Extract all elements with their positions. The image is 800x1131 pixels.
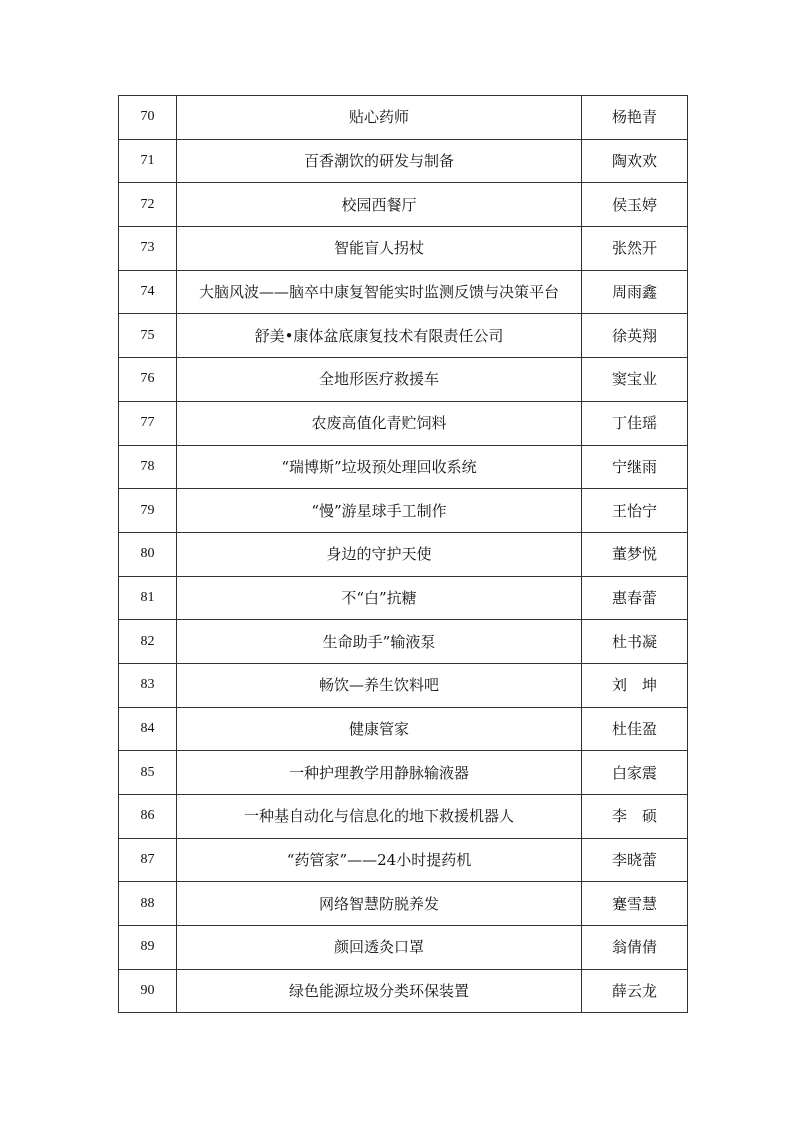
row-number-cell: 83 xyxy=(119,663,177,707)
table-row xyxy=(119,183,688,227)
project-name-cell: 颜回透灸口罩 xyxy=(177,926,582,970)
row-number-cell: 74 xyxy=(119,270,177,314)
row-number-cell: 70 xyxy=(119,96,177,140)
project-name-cell: “药管家”——24小时提药机 xyxy=(177,838,582,882)
person-name-cell: 李晓蕾 xyxy=(582,838,688,882)
project-name-cell: 畅饮—养生饮料吧 xyxy=(177,663,582,707)
person-name-cell: 窦宝业 xyxy=(582,358,688,402)
table-row xyxy=(119,707,688,751)
person-name-cell: 白家震 xyxy=(582,751,688,795)
project-name-cell: 舒美•康体盆底康复技术有限责任公司 xyxy=(177,314,582,358)
project-name-cell: 生命助手”输液泵 xyxy=(177,620,582,664)
person-name-cell: 丁佳瑶 xyxy=(582,401,688,445)
project-name-cell: 全地形医疗救援车 xyxy=(177,358,582,402)
row-number-cell: 82 xyxy=(119,620,177,664)
person-name-cell: 翁倩倩 xyxy=(582,926,688,970)
project-name-cell: 不“白”抗糖 xyxy=(177,576,582,620)
table-body xyxy=(119,96,688,1013)
row-number-cell: 76 xyxy=(119,358,177,402)
person-name-cell: 宁继雨 xyxy=(582,445,688,489)
row-number-cell: 73 xyxy=(119,227,177,271)
project-name-cell: 绿色能源垃圾分类环保装置 xyxy=(177,969,582,1013)
project-name-cell: 大脑风波——脑卒中康复智能实时监测反馈与决策平台 xyxy=(177,270,582,314)
person-name-cell: 刘 坤 xyxy=(582,663,688,707)
person-name-cell: 周雨鑫 xyxy=(582,270,688,314)
table-row xyxy=(119,620,688,664)
project-name-cell: 校园西餐厅 xyxy=(177,183,582,227)
row-number-cell: 87 xyxy=(119,838,177,882)
person-name-cell: 陶欢欢 xyxy=(582,139,688,183)
project-name-cell: “慢”游星球手工制作 xyxy=(177,489,582,533)
project-name-cell: 智能盲人拐杖 xyxy=(177,227,582,271)
person-name-cell: 王怡宁 xyxy=(582,489,688,533)
table-row xyxy=(119,751,688,795)
project-name-cell: 贴心药师 xyxy=(177,96,582,140)
row-number-cell: 84 xyxy=(119,707,177,751)
table-row xyxy=(119,838,688,882)
project-name-cell: 一种基自动化与信息化的地下救援机器人 xyxy=(177,795,582,839)
row-number-cell: 90 xyxy=(119,969,177,1013)
table-row xyxy=(119,882,688,926)
project-name-cell: 农废高值化青贮饲料 xyxy=(177,401,582,445)
project-name-cell: 网络智慧防脱养发 xyxy=(177,882,582,926)
project-name-cell: 健康管家 xyxy=(177,707,582,751)
table-row xyxy=(119,314,688,358)
row-number-cell: 75 xyxy=(119,314,177,358)
table-row xyxy=(119,663,688,707)
table-row xyxy=(119,227,688,271)
table-row xyxy=(119,139,688,183)
row-number-cell: 71 xyxy=(119,139,177,183)
person-name-cell: 惠春蕾 xyxy=(582,576,688,620)
person-name-cell: 薛云龙 xyxy=(582,969,688,1013)
person-name-cell: 徐英翔 xyxy=(582,314,688,358)
table-row xyxy=(119,445,688,489)
project-name-cell: 百香潮饮的研发与制备 xyxy=(177,139,582,183)
table-row xyxy=(119,795,688,839)
person-name-cell: 李 硕 xyxy=(582,795,688,839)
row-number-cell: 77 xyxy=(119,401,177,445)
table-row xyxy=(119,401,688,445)
row-number-cell: 89 xyxy=(119,926,177,970)
project-name-cell: 一种护理教学用静脉输液器 xyxy=(177,751,582,795)
table-row xyxy=(119,358,688,402)
person-name-cell: 侯玉婷 xyxy=(582,183,688,227)
row-number-cell: 86 xyxy=(119,795,177,839)
table-row xyxy=(119,270,688,314)
person-name-cell: 董梦悦 xyxy=(582,532,688,576)
person-name-cell: 张然开 xyxy=(582,227,688,271)
person-name-cell: 杜佳盈 xyxy=(582,707,688,751)
row-number-cell: 88 xyxy=(119,882,177,926)
row-number-cell: 79 xyxy=(119,489,177,533)
project-name-cell: “瑞博斯”垃圾预处理回收系统 xyxy=(177,445,582,489)
table-row xyxy=(119,926,688,970)
person-name-cell: 杨艳青 xyxy=(582,96,688,140)
table-row xyxy=(119,576,688,620)
person-name-cell: 杜书凝 xyxy=(582,620,688,664)
row-number-cell: 72 xyxy=(119,183,177,227)
row-number-cell: 78 xyxy=(119,445,177,489)
project-list-table xyxy=(118,95,688,1013)
table-row xyxy=(119,969,688,1013)
person-name-cell: 蹇雪慧 xyxy=(582,882,688,926)
table-row xyxy=(119,96,688,140)
project-name-cell: 身边的守护天使 xyxy=(177,532,582,576)
row-number-cell: 81 xyxy=(119,576,177,620)
table-row xyxy=(119,532,688,576)
row-number-cell: 80 xyxy=(119,532,177,576)
table-row xyxy=(119,489,688,533)
row-number-cell: 85 xyxy=(119,751,177,795)
